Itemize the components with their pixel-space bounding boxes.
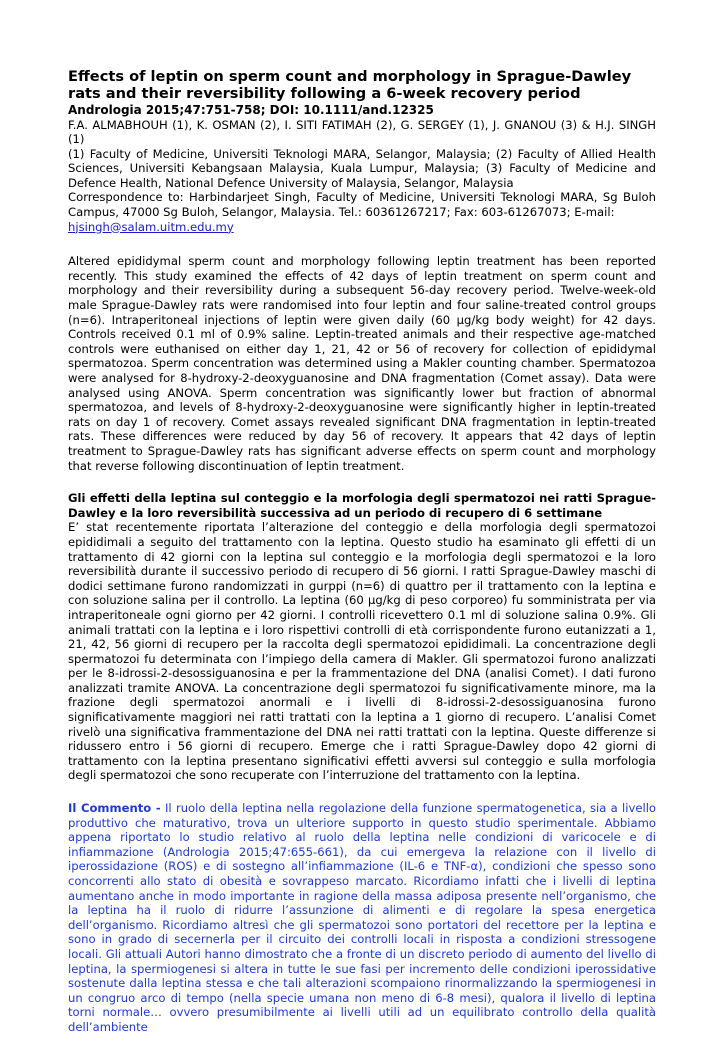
document-page (68, 68, 656, 1046)
correspondence (68, 190, 656, 234)
author-list: F.A. ALMABHOUH (1), K. OSMAN (2), I. SITI FATIMAH (2), G. SERGEY (1), J. GNANOU (3) & H.J. SINGH (1) (68, 117, 656, 147)
journal-citation: Andrologia 2015;47:751-758; DOI: 10.1111/and.12325 (68, 103, 434, 117)
italian-title: Gli effetti della leptina sul conteggio e la morfologia degli spermatozoi nei ratti Sprague-Dawley e la loro reversibilità successiva ad un periodo di recupero di 6 settimane (68, 491, 656, 520)
article-title: Effects of leptin on sperm count and morphology in Sprague-Dawley rats and their reversibility following a 6-week recovery period (68, 68, 632, 102)
italian-abstract: E’ stat recentemente riportata l’alterazione del conteggio e della morfologia degli spermatozoi epididimali a seguito del trattamento con la leptina. Questo studio ha esaminato gli effetti di un trattamento di 42 giorni con la leptina sul conteggio e la morfologia degli spermatozoi e la loro reversibilità durante il successivo periodo di recupero di 56 giorni. I ratti Sprague-Dawley maschi di dodici settimane furono randomizzati in gurppi (n=6) di quattro per il trattamento con la leptina e con soluzione salina per il controllo. La leptina (60 µg/kg di peso corporeo) fu somministrata per via intraperitoneale ogni giorno per 42 giorni. I controlli ricevettero 0.1 ml di soluzione salina 0.9%. Gli animali trattati con la leptina e i loro rispettivi controlli di età corrispondente furono eutanizzati a 1, 21, 42, 56 giorni di recupero per la raccolta degli spermatozoi epididimali. La concentrazione degli spermatozoi fu determinata con l’impiego della camera di Makler. Gli spermatozoi furono analizzati per le 8-idrossi-2-desossiguanosina e per la frammentazione del DNA (analisi Comet). I dati furono analizzati tramite ANOVA. La concentrazione degli spermatozoi fu significativamente minore, ma la frazione degli spermatozoi anormali e i livelli di 8-idrossi-2-desossiguanosina furono significativamente maggiori nei ratti trattati con la leptina a 1 giorno di recupero. L’analisi Comet rivelò una significativa frammentazione del DNA nei ratti trattati con la leptina. Queste differenze si ridussero entro i 56 giorni di recupero. Emerge che i ratti Sprague-Dawley dopo 42 giorni di trattamento con la leptina presentano significativi effetti avversi sul conteggio e sulla morfologia degli spermatozoi che sono recuperate con l’interruzione del trattamento con la leptina. (68, 520, 656, 783)
comment-body: Il ruolo della leptina nella regolazione della funzione spermatogenetica, sia a livello produttivo che maturativo, trova un ulteriore supporto in questo studio sperimentale. Abbiamo appena riportato lo studio relativo al ruolo della leptina nelle condizioni di varicocele e di infiammazione (Andrologia 2015;47:655-661), da cui emergeva la relazione con il livello di iperossidazione (ROS) e di sostegno all’infiammazione (IL-6 e TNF-α), condizioni che spesso sono concorrenti allo stato di obesità e sovrappeso marcato. Ricordiamo infatti che i livelli di leptina aumentano anche in modo importante in ragione della massa adiposa presente nell’organismo, che la leptina ha il ruolo di ridurre l’assunzione di alimenti e di regolare la spesa energetica dell’organismo. Ricordiamo altresì che gli spermatozoi sono portatori del recettore per la leptina e sono in grado di secernerla per il circuito dei controlli locali in risposta a condizioni stressogene locali. Gli attuali Autori hanno dimostrato che a fronte di un discreto periodo di aumento del livello di leptina, la spermiogenesi si altera in tutte le sue fasi per incremento delle condizioni iperossidative sostenute dalla leptina stessa e che tali alterazioni scompaiono rinormalizzando la spermiogenesi in un congruo arco di tempo (nella specie umana non meno di 6-8 mesi), qualora il livello di leptina torni normale… ovvero presumibilmente ai livelli utili ad un equilibrato controllo della qualità dell’ambiente (68, 801, 657, 1034)
correspondence-text: Correspondence to: Harbindarjeet Singh, Faculty of Medicine, Universiti Teknologi MARA, Sg Buloh Campus, 47000 Sg Buloh, Selangor, Malaysia. Tel.: 60361267217; Fax: 603-61267073; E-mail: (68, 190, 656, 220)
comment-heading: Il Commento - (68, 801, 161, 816)
abstract-english: Altered epididymal sperm count and morphology following leptin treatment has been reported recently. This study examined the effects of 42 days of leptin treatment on sperm count and morphology and their reversibility during a subsequent 56-day recovery period. Twelve-week-old male Sprague-Dawley rats were randomised into four leptin and four saline-treated control groups (n=6). Intraperitoneal injections of leptin were given daily (60 µg/kg body weight) for 42 days. Controls received 0.1 ml of 0.9% saline. Leptin-treated animals and their respective age-matched controls were euthanised on either day 1, 21, 42 or 56 of recovery for collection of epididymal spermatozoa. Sperm concentration was determined using a Makler counting chamber. Spermatozoa were analysed for 8-hydroxy-2-deoxyguanosine and DNA fragmentation (Comet assay). Data were analysed using ANOVA. Sperm concentration was significantly lower but fraction of abnormal spermatozoa, and levels of 8-hydroxy-2-deoxyguanosine were significantly higher in leptin-treated rats on day 1 of recovery. Comet assays revealed significant DNA fragmentation in leptin-treated rats. These differences were reduced by day 56 of recovery. It appears that 42 days of leptin treatment to Sprague-Dawley rats has significant adverse effects on sperm count and morphology that reverse following discontinuation of leptin treatment. (68, 254, 656, 473)
comment-section (68, 801, 656, 1035)
email-link[interactable]: hjsingh@salam.uitm.edu.my (68, 219, 234, 234)
affiliations: (1) Faculty of Medicine, Universiti Teknologi MARA, Selangor, Malaysia; (2) Faculty of Allied Health Sciences, Universiti Kebangsaan Malaysia, Kuala Lumpur, Malaysia; (3) Faculty of Medicine and Defence Health, National Defence University of Malaysia, Selangor, Malaysia (68, 146, 656, 190)
